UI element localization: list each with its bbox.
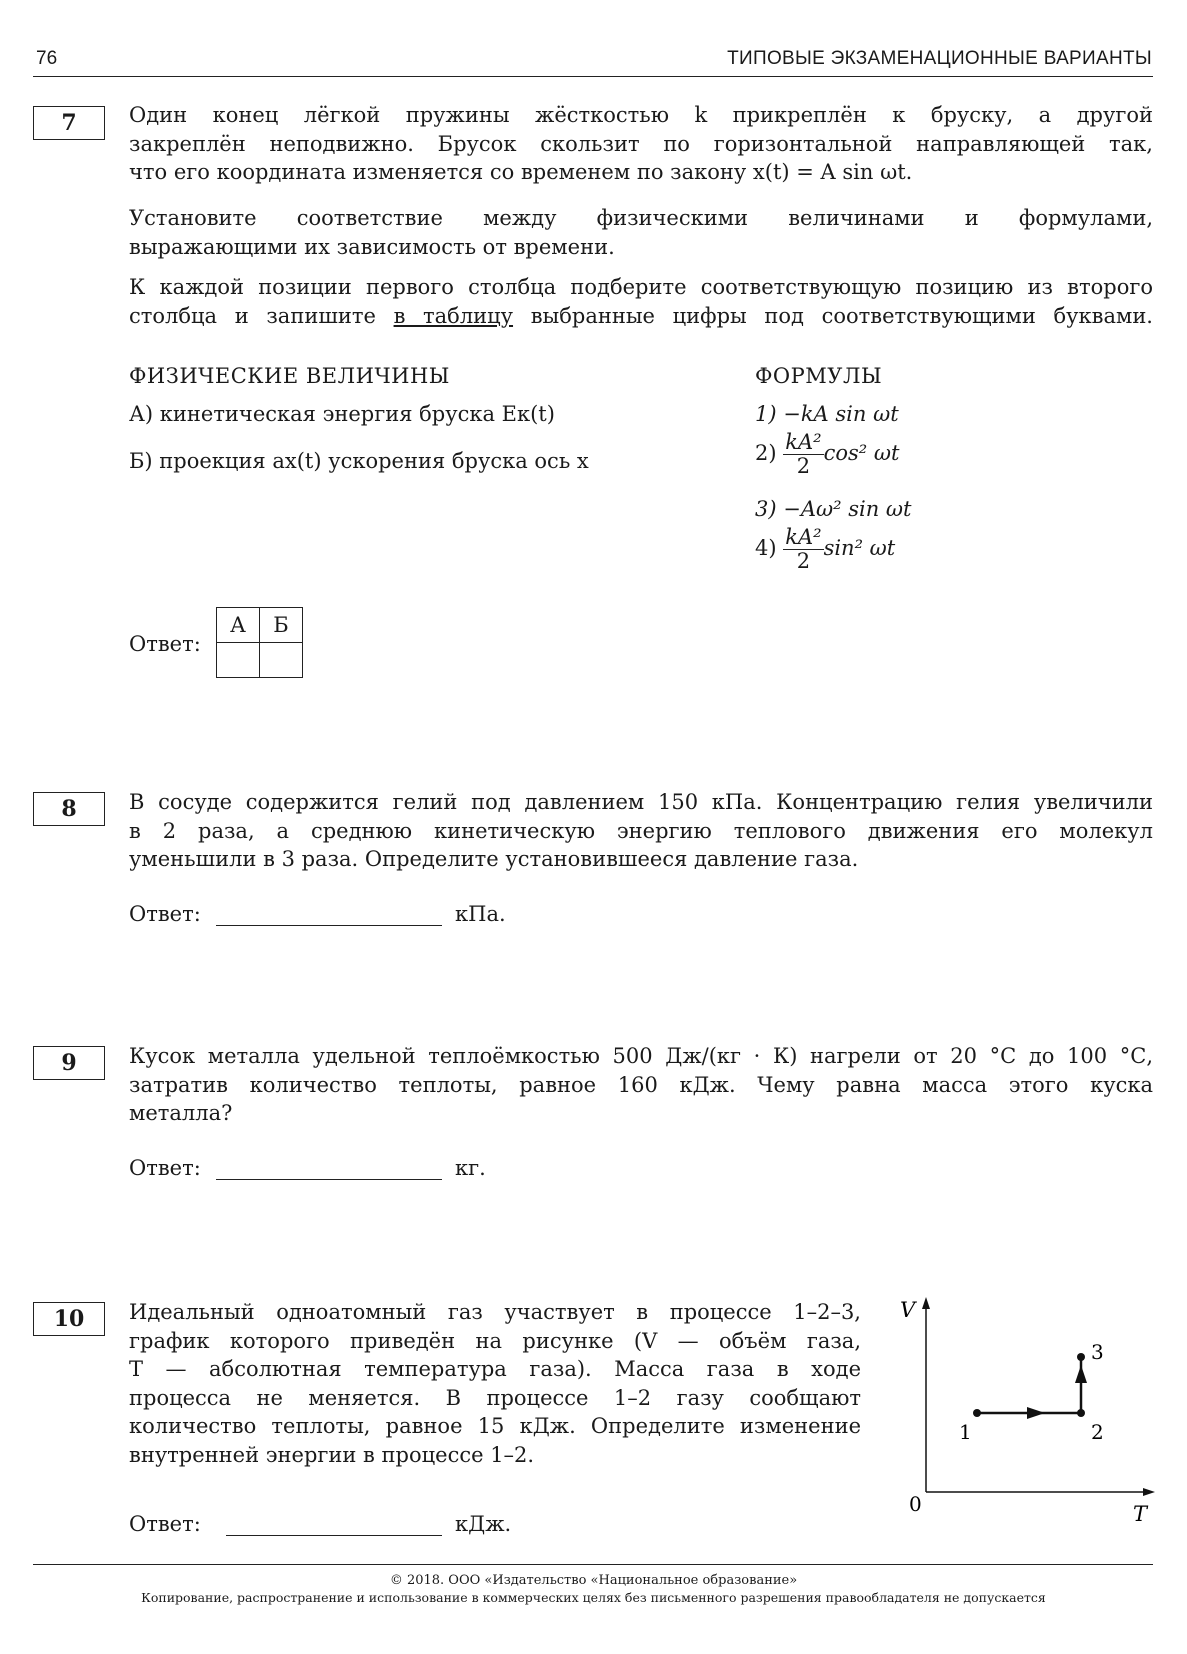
task-9-unit: кг. xyxy=(455,1156,486,1180)
task-9-line: затратив количество теплоты, равное 160 кДж. Чему равна масса этого куска xyxy=(129,1072,1153,1097)
task-7-number: 7 xyxy=(33,106,105,140)
task-8-unit: кПа. xyxy=(455,902,506,926)
vt-graph xyxy=(895,1295,1155,1535)
task-9-answer-label: Ответ: xyxy=(129,1156,201,1180)
task-8-line: уменьшили в 3 раза. Определите установившееся давление газа. xyxy=(129,847,859,871)
task-9-text xyxy=(129,1042,1153,1128)
task-10-text xyxy=(129,1298,861,1469)
task-7-line: Установите соответствие между физическими величинами и формулами, xyxy=(129,206,1153,230)
task-7-line: что его координата изменяется со временем по закону x(t) = A sin ωt. xyxy=(129,160,913,184)
task-7-line: Один конец лёгкой пружины жёсткостью k прикреплён к бруску, а другой xyxy=(129,103,1153,127)
task-7-answer-table xyxy=(216,607,303,678)
process-1-2-arrow-icon xyxy=(1027,1407,1045,1419)
task-10-line: количество теплоты, равное 15 кДж. Определите изменение xyxy=(129,1414,861,1438)
task-9-line: металла? xyxy=(129,1101,233,1125)
axis-v-label: V xyxy=(900,1298,916,1322)
t-axis-arrow-icon xyxy=(1143,1488,1155,1496)
in-table-link: в таблицу xyxy=(393,303,514,328)
point-2-label: 2 xyxy=(1091,1420,1104,1444)
footer-copyright: © 2018. ООО «Издательство «Национальное образование» xyxy=(389,1573,798,1588)
point-1-label: 1 xyxy=(959,1420,972,1444)
task-10-line: внутренней энергии в процессе 1–2. xyxy=(129,1442,535,1467)
task-8-line: в 2 раза, а среднюю кинетическую энергию теплового движения его молекул xyxy=(129,818,1153,843)
answer-header-b: Б xyxy=(260,608,303,643)
formula-4-fraction: $\frac{\text{kA²}}{2}$ xyxy=(785,525,822,573)
task-10-answer-field[interactable] xyxy=(226,1535,442,1536)
col-formulas-heading: ФОРМУЛЫ xyxy=(755,364,883,388)
task-8-text xyxy=(129,788,1153,874)
task-9-line: Кусок металла удельной теплоёмкостью 500 Дж/(кг · К) нагрели от 20 °С до 100 °С, xyxy=(129,1044,1153,1068)
answer-cell-b[interactable] xyxy=(260,643,303,678)
point-3 xyxy=(1077,1353,1085,1361)
task-7-paragraph-1 xyxy=(129,101,1153,187)
task-7-line: К каждой позиции первого столбца подберите соответствующую позицию из второго xyxy=(129,275,1153,299)
running-title: ТИПОВЫЕ ЭКЗАМЕНАЦИОННЫЕ ВАРИАНТЫ xyxy=(727,48,1152,69)
task-10-number: 10 xyxy=(33,1302,105,1336)
point-3-label: 3 xyxy=(1091,1340,1104,1364)
answer-header-a: А xyxy=(217,608,260,643)
task-8-answer-field[interactable] xyxy=(216,925,442,926)
process-2-3-arrow-icon xyxy=(1075,1365,1087,1383)
task-8-line: В сосуде содержится гелий под давлением 150 кПа. Концентрацию гелия увеличили xyxy=(129,790,1153,814)
task-10-answer-label: Ответ: xyxy=(129,1512,201,1536)
v-axis-arrow-icon xyxy=(922,1297,930,1309)
task-7-paragraph-3 xyxy=(129,273,1153,330)
task-7-line: закреплён неподвижно. Брусок скользит по горизонтальной направляющей так, xyxy=(129,131,1153,156)
col-quantities-heading: ФИЗИЧЕСКИЕ ВЕЛИЧИНЫ xyxy=(129,364,450,388)
point-2 xyxy=(1077,1409,1085,1417)
axis-t-label: T xyxy=(1133,1502,1148,1526)
formula-4: 4) $\frac{\text{kA²}}{2}$ sin² ωt xyxy=(755,525,896,573)
task-10-line: Идеальный одноатомный газ участвует в процессе 1–2–3, xyxy=(129,1300,861,1324)
footer-notice: Копирование, распространение и использование в коммерческих целях без письменного разрешения правообладателя не допускается xyxy=(141,1590,1046,1605)
formula-2: 2) $\frac{\text{kA²}}{2}$ cos² ωt xyxy=(755,430,900,478)
task-10-unit: кДж. xyxy=(455,1512,512,1536)
task-9-answer-field[interactable] xyxy=(216,1179,442,1180)
task-7-paragraph-2 xyxy=(129,204,1153,261)
page-number: 76 xyxy=(36,48,58,69)
quantity-a: А) кинетическая энергия бруска Eк(t) xyxy=(129,402,555,426)
task-10-line: процесса не меняется. В процессе 1–2 газу сообщают xyxy=(129,1385,861,1410)
task-7-line: столбца и запишите в таблицу выбранные цифры под соответствующими буквами. xyxy=(129,303,1153,328)
answer-cell-a[interactable] xyxy=(217,643,260,678)
quantity-b: Б) проекция ax(t) ускорения бруска ось x xyxy=(129,449,589,473)
task-10-line: график которого приведён на рисунке (V — объём газа, xyxy=(129,1328,861,1353)
task-8-answer-label: Ответ: xyxy=(129,902,201,926)
origin-label: 0 xyxy=(909,1492,922,1516)
task-7-line: выражающими их зависимость от времени. xyxy=(129,234,615,259)
point-1 xyxy=(973,1409,981,1417)
footer-rule xyxy=(33,1564,1153,1565)
task-7-answer-label: Ответ: xyxy=(129,632,201,656)
task-10-line: T — абсолютная температура газа). Масса газа в ходе xyxy=(129,1357,861,1381)
formula-3: 3) −Aω² sin ωt xyxy=(755,497,912,521)
task-9-number: 9 xyxy=(33,1046,105,1080)
formula-1: 1) −kA sin ωt xyxy=(755,402,899,426)
header-rule xyxy=(33,76,1153,77)
task-8-number: 8 xyxy=(33,792,105,826)
formula-2-fraction: $\frac{\text{kA²}}{2}$ xyxy=(785,430,822,478)
